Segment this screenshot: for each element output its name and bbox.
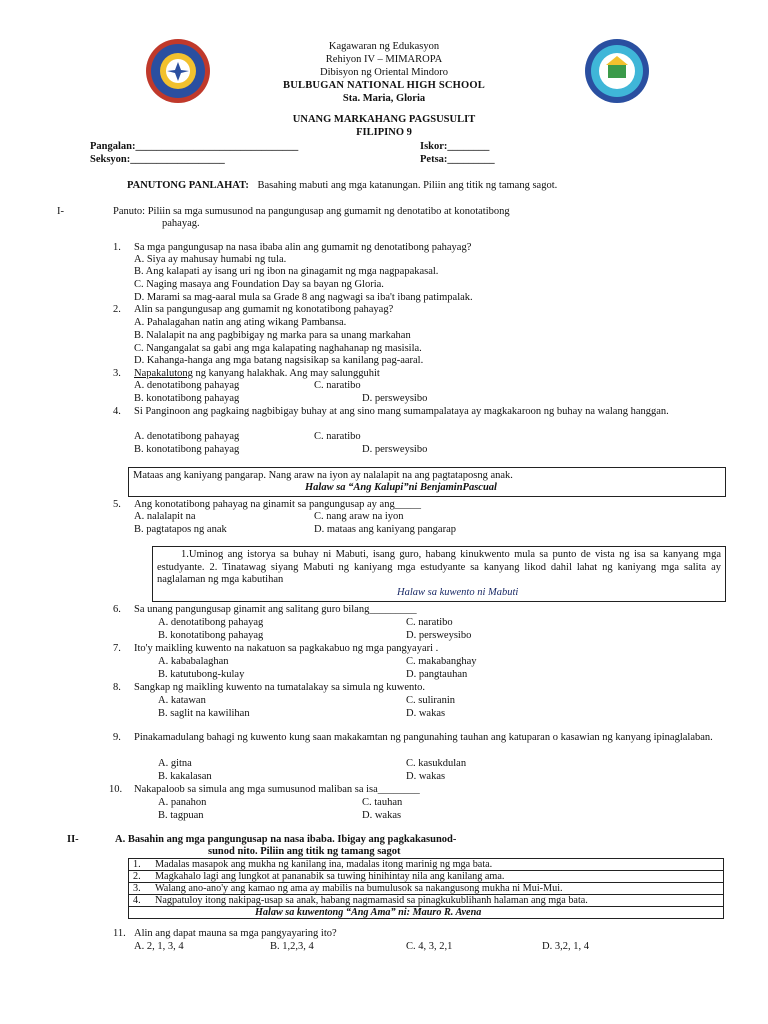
table-row-text: Madalas masapok ang mukha ng kanilang ina, madalas itong marinig ng mga bata. (151, 859, 724, 871)
q3-option-c[interactable]: C. naratibo (314, 380, 361, 391)
q4-option-a[interactable]: A. denotatibong pahayag (134, 431, 240, 442)
q7-number: 7. (113, 643, 121, 654)
excerpt-box-mabuti (152, 546, 726, 602)
table-row-number: 4. (129, 895, 152, 907)
exam-subject: FILIPINO 9 (356, 127, 412, 138)
q9-option-a[interactable]: A. gitna (158, 758, 192, 769)
table-row (129, 883, 724, 895)
excerpt-kalupi-text: Mataas ang kaniyang pangarap. Nang araw na iyon ay nalalapit na ang pagtataposng anak. (133, 470, 513, 481)
q1-option-a[interactable]: A. Siya ay mahusay humabi ng tula. (134, 254, 287, 265)
q10-question: Nakapaloob sa simula ang mga sumusunod maliban sa isa________ (134, 784, 420, 795)
q2-option-c[interactable]: C. Nangangalat sa gabi ang mga kalapating naghahanap ng masisila. (134, 343, 422, 354)
table-row-number: 3. (129, 883, 152, 895)
q11-option-c[interactable]: C. 4, 3, 2,1 (406, 941, 453, 952)
q7-option-a[interactable]: A. kababalaghan (158, 656, 229, 667)
q5-question: Ang konotatibong pahayag na ginamit sa pangungusap ay ang_____ (134, 499, 421, 510)
q8-option-a[interactable]: A. katawan (158, 695, 206, 706)
q4-option-c[interactable]: C. naratibo (314, 431, 361, 442)
table-row-number: 2. (129, 871, 152, 883)
q9-number: 9. (113, 732, 121, 743)
q10-number: 10. (109, 784, 123, 795)
q2-option-d[interactable]: D. Kahanga-hanga ang mga batang nagsisikap sa kanilang pag-aaral. (134, 355, 424, 366)
q10-option-a[interactable]: A. panahon (158, 797, 207, 808)
q4-question: Si Panginoon ang pagkaing nagbibigay buhay at ang sino mang sumampalataya ay magkakaroon ng buhay na walang hanggan. (134, 406, 669, 417)
q1-option-d[interactable]: D. Marami sa mag-aaral mula sa Grade 8 ang nagwagi sa iba't ibang patimpalak. (134, 292, 473, 303)
q3-underlined-word: Napakalutong (134, 368, 193, 379)
q3-option-a[interactable]: A. denotatibong pahayag (134, 380, 240, 391)
excerpt-box-kalupi (128, 467, 726, 497)
table-row (129, 871, 724, 883)
general-instructions (127, 180, 557, 193)
q2-question: Alin sa pangungusap ang gumamit ng konotatibong pahayag? (134, 304, 394, 315)
q7-option-d[interactable]: D. pangtauhan (406, 669, 468, 680)
q9-option-d[interactable]: D. wakas (406, 771, 446, 782)
q11-option-a[interactable]: A. 2, 1, 3, 4 (134, 941, 184, 952)
table-row (129, 895, 724, 907)
iskor-field[interactable]: Iskor:________ (420, 141, 490, 152)
part1-instructions-line2: pahayag. (162, 218, 200, 229)
excerpt-mabuti-text: 1.Uminog ang istorya sa buhay ni Mabuti, isang guro, habang kinukwento mula sa punto de vista ng isa sa kanyang mga estudyante. 2. Tinatawag siyang Mabuti ng kaniyang mga estudyante sa kanyang likod dahil lahat ng kaniyang mga salita ay naglalaman ng mga kabutihan (157, 549, 721, 585)
q7-option-b[interactable]: B. katutubong-kulay (158, 669, 245, 680)
excerpt-mabuti-source: Halaw sa kuwento ni Mabuti (397, 587, 519, 598)
table-row-text: Magkahalo lagi ang lungkot at pananabik sa tuwing hinihintay nila ang kanilang ama. (151, 871, 724, 883)
q8-question: Sangkap ng maikling kuwento na tumatalakay sa simula ng kuwento. (134, 682, 426, 693)
q4-option-d[interactable]: D. persweysibo (362, 444, 428, 455)
q10-option-b[interactable]: B. tagpuan (158, 810, 204, 821)
table-row-number: 1. (129, 859, 152, 871)
seksyon-field[interactable]: Seksyon:__________________ (90, 154, 225, 165)
q6-number: 6. (113, 604, 121, 615)
header-line3: Dibisyon ng Oriental Mindoro (319, 67, 449, 78)
q5-option-d[interactable]: D. mataas ang kaniyang pangarap (314, 524, 456, 535)
q3-number: 3. (113, 368, 121, 379)
q1-option-c[interactable]: C. Naging masaya ang Foundation Day sa bayan ng Gloria. (134, 279, 384, 290)
q6-option-b[interactable]: B. konotatibong pahayag (158, 630, 264, 641)
table-row-text: Nagpatuloy itong nakipag-usap sa anak, habang nagmamasid sa pinagkukublihanh halaman ang mga bata. (151, 895, 724, 907)
table-source-row (129, 907, 724, 919)
q4-number: 4. (113, 406, 121, 417)
table-row (129, 859, 724, 871)
q3-question-rest: ng kanyang halakhak. Ang may salungguhit (192, 368, 380, 379)
q11-number: 11. (113, 928, 126, 939)
q9-option-c[interactable]: C. kasukdulan (406, 758, 467, 769)
q6-option-d[interactable]: D. persweysibo (406, 630, 472, 641)
q1-question: Sa mga pangungusap na nasa ibaba alin ang gumamit ng denotatibong pahayag? (134, 242, 472, 253)
q8-option-c[interactable]: C. suliranin (406, 695, 455, 706)
table-row-text: Walang ano-ano'y ang kamao ng ama ay mabilis na bumulusok sa nakangusong mukha ni Mui-Mui. (151, 883, 724, 895)
q7-question: Ito'y maikling kuwento na nakatuon sa pagkakabuo ng mga pangyayari . (134, 643, 439, 654)
q6-question: Sa unang pangungusap ginamit ang salitang guro bilang_________ (134, 604, 417, 615)
q10-option-d[interactable]: D. wakas (362, 810, 402, 821)
q5-option-b[interactable]: B. pagtatapos ng anak (134, 524, 227, 535)
general-instructions-label: PANUTONG PANLAHAT: (127, 180, 249, 191)
q8-option-b[interactable]: B. saglit na kawilihan (158, 708, 250, 719)
q5-number: 5. (113, 499, 121, 510)
q4-option-b[interactable]: B. konotatibong pahayag (134, 444, 240, 455)
q6-option-c[interactable]: C. naratibo (406, 617, 453, 628)
general-instructions-text: Basahing mabuti ang mga katanungan. Piliin ang titik ng tamang sagot. (257, 180, 558, 191)
header-line2: Rehiyon IV – MIMAROPA (325, 54, 443, 65)
q1-number: 1. (113, 242, 121, 253)
q11-option-d[interactable]: D. 3,2, 1, 4 (542, 941, 589, 952)
table-source: Halaw sa kuwentong “Ang Ama” ni: Mauro R. Avena (129, 907, 724, 919)
part1-instructions-line1: Panuto: Piliin sa mga sumusunod na pangungusap ang gumamit ng denotatibo at konotatibong (113, 206, 510, 217)
q3-option-d[interactable]: D. persweysibo (362, 393, 428, 404)
q2-option-b[interactable]: B. Nalalapit na ang pagbibigay ng marka para sa unang markahan (134, 330, 411, 341)
school-name: BULBUGAN NATIONAL HIGH SCHOOL (283, 80, 485, 91)
q2-option-a[interactable]: A. Pahalagahan natin ang ating wikang Pambansa. (134, 317, 347, 328)
exam-title: UNANG MARKAHANG PAGSUSULIT (292, 114, 476, 125)
school-place: Sta. Maria, Gloria (342, 93, 426, 104)
header-line1: Kagawaran ng Edukasyon (328, 41, 440, 52)
q8-number: 8. (113, 682, 121, 693)
q5-option-c[interactable]: C. nang araw na iyon (314, 511, 404, 522)
q9-option-b[interactable]: B. kakalasan (158, 771, 212, 782)
part2-numeral: II- (67, 834, 79, 845)
q3-question (134, 368, 380, 381)
q3-option-b[interactable]: B. konotatibong pahayag (134, 393, 240, 404)
q7-option-c[interactable]: C. makabanghay (406, 656, 477, 667)
part2-instructions-line1: A. Basahin ang mga pangungusap na nasa ibaba. Ibigay ang pagkakasunod- (115, 834, 457, 845)
pangalan-field[interactable]: Pangalan:_______________________________ (90, 141, 299, 152)
q6-option-a[interactable]: A. denotatibong pahayag (158, 617, 264, 628)
excerpt-kalupi-source: Halaw sa “Ang Kalupi”ni BenjaminPascual (305, 482, 497, 493)
q5-option-a[interactable]: A. nalalapit na (134, 511, 196, 522)
q2-number: 2. (113, 304, 121, 315)
q8-option-d[interactable]: D. wakas (406, 708, 446, 719)
q11-option-b[interactable]: B. 1,2,3, 4 (270, 941, 314, 952)
q10-option-c[interactable]: C. tauhan (362, 797, 403, 808)
q1-option-b[interactable]: B. Ang kalapati ay isang uri ng ibon na ginagamit ng mga nagpapakasal. (134, 266, 439, 277)
petsa-field[interactable]: Petsa:_________ (420, 154, 495, 165)
events-table (128, 858, 724, 919)
part2-instructions-line2: sunod nito. Piliin ang titik ng tamang sagot (208, 846, 401, 857)
q11-question: Alin ang dapat mauna sa mga pangyayaring ito? (134, 928, 337, 939)
q9-question: Pinakamadulang bahagi ng kuwento kung saan makakamtan ng pangunahing tauhan ang katuparan o kasawian ng kanyang ipinaglalaban. (134, 732, 713, 743)
part1-numeral: I- (57, 206, 64, 217)
